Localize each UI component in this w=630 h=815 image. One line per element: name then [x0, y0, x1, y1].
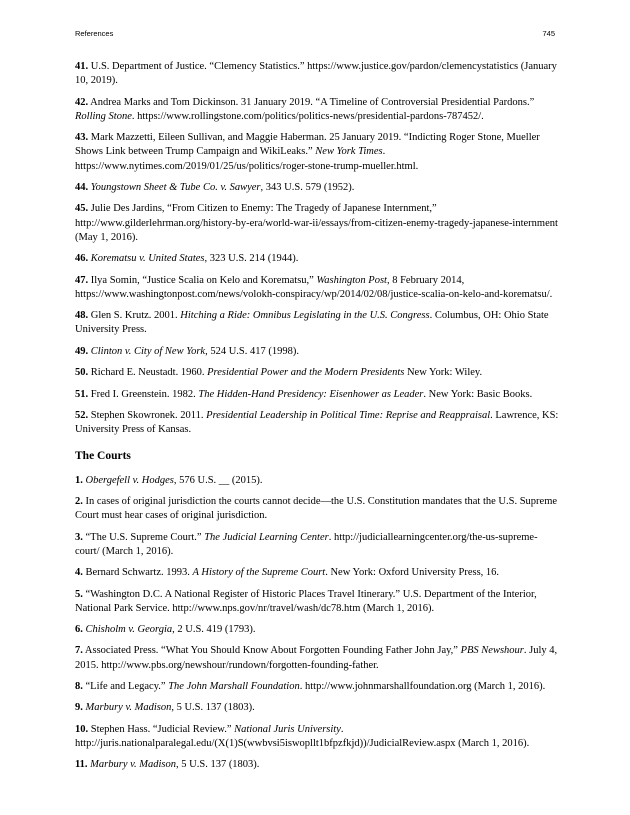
reference-entry [75, 701, 559, 715]
reference-text: , 343 U.S. 579 (1952). [260, 181, 355, 193]
reference-text: , 5 U.S. 137 (1803). [171, 702, 255, 714]
reference-entry [75, 388, 559, 402]
reference-number: 2. [75, 495, 83, 507]
reference-entry [75, 495, 559, 523]
reference-number: 46. [75, 253, 89, 265]
reference-text: , 2 U.S. 419 (1793). [172, 624, 256, 636]
reference-number: 50. [75, 367, 89, 379]
reference-text: , 8 February 2014, https://www.washingtonpost.com/news/volokh-conspiracy/wp/2014/02/08/justice-scalia-on-kelo-and-korematsu/. [75, 274, 553, 300]
reference-text: , 5 U.S. 137 (1803). [176, 759, 260, 771]
reference-number: 11. [75, 759, 88, 771]
reference-number: 5. [75, 588, 83, 600]
reference-title-italic: Washington Post [316, 274, 387, 286]
reference-text: . Lawrence, KS: University Press of Kansas. [75, 409, 559, 436]
reference-entry [75, 566, 559, 580]
reference-text: U.S. Department of Justice. “Clemency Statistics.” https://www.justice.gov/pardon/clemencystatistics (January 10, 2019). [75, 61, 557, 87]
reference-title-italic: Presidential Power and the Modern Presidents [207, 367, 405, 379]
reference-entry [75, 680, 559, 694]
reference-title-italic: Marbury v. Madison [90, 759, 177, 771]
reference-title-italic: Marbury v. Madison [85, 702, 172, 714]
reference-text: Mark Mazzetti, Eileen Sullivan, and Maggie Haberman. 25 January 2019. “Indicting Roger Stone, Mueller Shows Link between Trump Campaign and WikiLeaks.” [75, 132, 540, 158]
reference-text: . New York: Oxford University Press, 16. [325, 567, 500, 579]
reference-text: . http://juris.nationalparalegal.edu/(X(1)S(wwbvsi5iswopllt1bfpzfkjd))/JudicialReview.aspx (March 1, 2016). [75, 723, 530, 750]
reference-entry [75, 345, 559, 359]
reference-text: . http://www.johnmarshallfoundation.org (March 1, 2016). [299, 681, 546, 693]
reference-text: Stephen Skowronek. 2011. [90, 409, 207, 421]
reference-entry [75, 274, 559, 302]
reference-entry [75, 474, 559, 488]
reference-title-italic: Clinton v. City of New York [90, 345, 206, 357]
reference-text: Glen S. Krutz. 2001. [90, 310, 181, 322]
reference-text: Stephen Hass. “Judicial Review.” [90, 723, 235, 735]
reference-entry [75, 623, 559, 637]
reference-entry [75, 588, 559, 616]
running-title: References [75, 29, 114, 38]
reference-text: “The U.S. Supreme Court.” [85, 531, 205, 543]
reference-number: 3. [75, 531, 83, 543]
reference-title-italic: A History of the Supreme Court [192, 567, 326, 579]
court-references-list [75, 474, 559, 773]
page-header [75, 29, 555, 41]
reference-number: 49. [75, 345, 89, 357]
reference-entry [75, 366, 559, 380]
reference-number: 1. [75, 474, 83, 486]
reference-entry [75, 96, 559, 124]
reference-number: 43. [75, 132, 89, 144]
reference-number: 8. [75, 681, 83, 693]
reference-title-italic: Presidential Leadership in Political Time: Reprise and Reappraisal [206, 409, 491, 421]
reference-number: 52. [75, 409, 89, 421]
reference-text: . http://judiciallearningcenter.org/the-us-supreme-court/ (March 1, 2016). [75, 531, 538, 557]
reference-text: . New York: Basic Books. [423, 388, 533, 400]
reference-text: . July 4, 2015. http://www.pbs.org/newshour/rundown/forgotten-founding-father. [75, 645, 558, 671]
reference-number: 7. [75, 645, 83, 657]
reference-text: Andrea Marks and Tom Dickinson. 31 January 2019. “A Timeline of Controversial Presidential Pardons.” [90, 96, 535, 108]
reference-number: 9. [75, 702, 83, 714]
reference-text: , 524 U.S. 417 (1998). [205, 345, 300, 357]
reference-number: 4. [75, 567, 83, 579]
reference-text: Julie Des Jardins, “From Citizen to Enemy: The Tragedy of Japanese Internment,” http://www.gilderlehrman.org/history-by-era/world-war-ii/essays/from-citizen-enemy-tragedy-japanese-internment (May 1, 2016). [75, 203, 558, 243]
reference-text: . https://www.nytimes.com/2019/01/25/us/politics/roger-stone-trump-mueller.html. [75, 146, 419, 172]
reference-text: Bernard Schwartz. 1993. [85, 567, 193, 579]
section-heading: The Courts [75, 450, 131, 463]
reference-text: “Washington D.C. A National Register of Historic Places Travel Itinerary.” U.S. Department of the Interior, National Park Service. http://www.nps.gov/nr/travel/wash/dc78.htm (March 1, 2016). [75, 588, 537, 614]
reference-title-italic: PBS Newshour [460, 645, 524, 657]
reference-entry [75, 531, 559, 559]
reference-title-italic: Youngstown Sheet & Tube Co. v. Sawyer [90, 181, 261, 193]
reference-number: 47. [75, 274, 89, 286]
reference-title-italic: The Judicial Learning Center [204, 531, 329, 543]
references-content [75, 60, 559, 780]
reference-entry [75, 409, 559, 437]
reference-entry [75, 202, 559, 245]
reference-text: , 323 U.S. 214 (1944). [204, 253, 299, 265]
reference-number: 6. [75, 624, 83, 636]
reference-entry [75, 309, 559, 337]
reference-text: Associated Press. “What You Should Know About Forgotten Founding Father John Jay,” [84, 645, 461, 657]
references-list [75, 60, 559, 437]
reference-entry [75, 131, 559, 174]
reference-number: 41. [75, 61, 89, 72]
reference-title-italic: New York Times [315, 146, 383, 158]
reference-entry [75, 181, 559, 195]
page-number: 745 [542, 29, 555, 38]
reference-number: 51. [75, 388, 89, 400]
reference-entry [75, 758, 559, 772]
reference-title-italic: The Hidden-Hand Presidency: Eisenhower as Leader [198, 388, 424, 400]
reference-text: Fred I. Greenstein. 1982. [90, 388, 199, 400]
reference-entry [75, 644, 559, 672]
reference-entry [75, 60, 559, 88]
reference-text: In cases of original jurisdiction the courts cannot decide—the U.S. Constitution mandates that the U.S. Supreme Court must hear cases of original jurisdiction. [75, 495, 558, 522]
reference-title-italic: Korematsu v. United States [90, 253, 205, 265]
reference-text: Ilya Somin, “Justice Scalia on Kelo and Korematsu,” [90, 274, 317, 286]
reference-text: “Life and Legacy.” [85, 681, 169, 693]
reference-entry [75, 252, 559, 266]
reference-text: . https://www.rollingstone.com/politics/politics-news/presidential-pardons-787452/. [131, 110, 484, 122]
reference-number: 44. [75, 181, 89, 193]
reference-title-italic: Chisholm v. Georgia [85, 624, 173, 636]
reference-title-italic: Rolling Stone [75, 110, 132, 122]
reference-number: 48. [75, 310, 89, 322]
reference-text: . Columbus, OH: Ohio State University Press. [75, 310, 549, 336]
reference-number: 45. [75, 203, 89, 215]
reference-entry [75, 723, 559, 751]
reference-title-italic: The John Marshall Foundation [168, 681, 300, 693]
reference-title-italic: Obergefell v. Hodges [85, 474, 174, 486]
reference-text: New York: Wiley. [404, 367, 483, 379]
reference-number: 10. [75, 723, 89, 735]
reference-number: 42. [75, 96, 89, 108]
reference-title-italic: National Juris University [234, 723, 341, 735]
reference-title-italic: Hitching a Ride: Omnibus Legislating in the U.S. Congress [180, 310, 430, 322]
reference-text: Richard E. Neustadt. 1960. [90, 367, 208, 379]
reference-text: , 576 U.S. __ (2015). [173, 474, 263, 486]
